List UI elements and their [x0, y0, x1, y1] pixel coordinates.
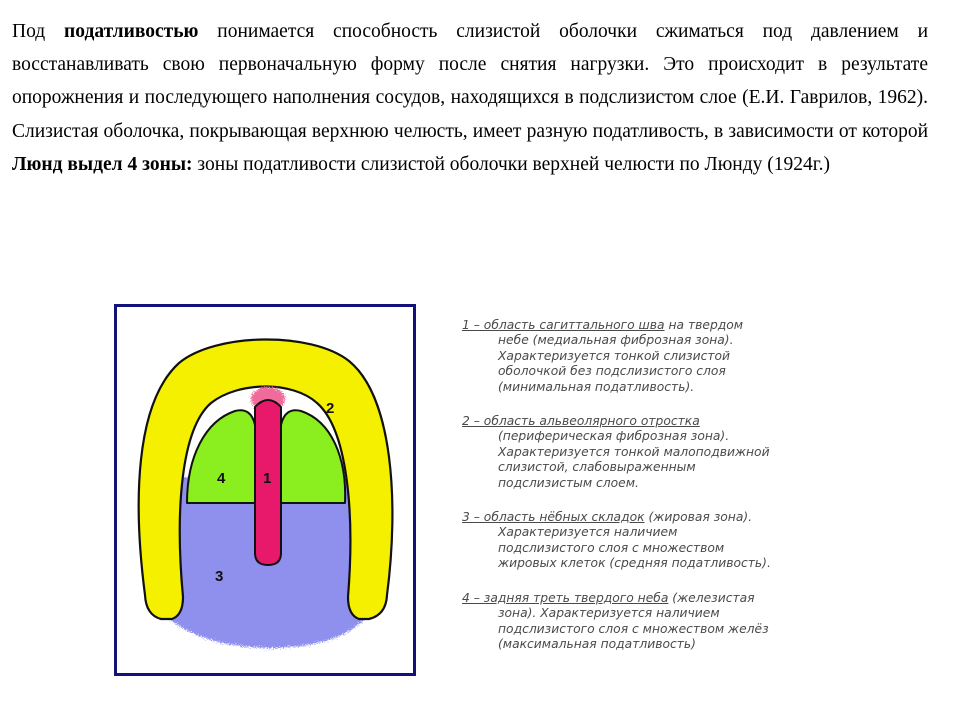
legend-line: Характеризуется наличием [498, 525, 678, 540]
zone-4-label: 4 [217, 470, 226, 487]
legend-line: (максимальная податливость) [498, 636, 696, 651]
legend-item-zone-3 [462, 510, 852, 572]
legend-title-line [462, 510, 852, 525]
legend-title-line [462, 591, 852, 606]
legend-title: 2 – область альвеолярного отростка [462, 414, 700, 429]
legend-line: подслизистого слоя с множеством желёз [498, 621, 769, 636]
legend-title-line [462, 414, 852, 429]
intro-paragraph [12, 15, 928, 181]
legend-title-rest: (железистая [668, 590, 755, 605]
legend-line: подслизистого слоя с множеством [498, 540, 725, 555]
legend-line: зона). Характеризуется наличием [498, 606, 720, 621]
term-lund-zones: Люнд выдел 4 зоны: [12, 153, 193, 175]
legend-item-zone-2 [462, 414, 852, 491]
legend-title-line [462, 318, 852, 333]
intro-text: понимается способность слизистой оболочки сжиматься под давлением и восстанавливать свою первоначальную форму после снятия нагрузки. Это происходит в результате опорожнения и последующего наполнения сосудов, находящихся в подслизистом слое (Е.И. Гаврилов, 1962). Слизистая оболочка, покрывающая верхнюю челюсть, имеет разную податливость, в зависимости от которой [12, 21, 929, 142]
legend-line: оболочкой без подслизистого слоя [498, 364, 726, 379]
zone-2-label: 2 [326, 400, 335, 417]
legend-line: жировых клеток (средняя податливость). [498, 556, 771, 571]
legend-line: (минимальная податливость). [498, 379, 695, 394]
legend-title-rest: на твердом [664, 318, 744, 332]
legend-title: 4 – задняя треть твердого неба [462, 590, 669, 605]
legend-line: (периферическая фиброзная зона). [498, 429, 730, 444]
legend-item-zone-4 [462, 591, 852, 653]
zone-3-label: 3 [215, 568, 224, 585]
palate-zones-svg [117, 307, 413, 673]
zone-1-label: 1 [263, 470, 272, 487]
legend-line: Характеризуется тонкой слизистой [498, 348, 731, 363]
zone-legend [462, 318, 852, 671]
intro-text-end: зоны податливости слизистой оболочки верхней челюсти по Люнду (1924г.) [197, 153, 830, 175]
legend-title-rest: (жировая зона). [644, 510, 753, 525]
legend-line: Характеризуется тонкой малоподвижной [498, 444, 770, 459]
legend-title: 1 – область сагиттального шва [462, 318, 665, 332]
legend-line: небе (медиальная фиброзная зона). [498, 333, 734, 348]
palate-zones-diagram [114, 304, 416, 676]
legend-line: подслизистым слоем. [498, 475, 639, 490]
legend-item-zone-1 [462, 318, 852, 395]
legend-title: 3 – область нёбных складок [462, 510, 645, 525]
legend-line: слизистой, слабовыраженным [498, 460, 696, 475]
term-compliance: податливостью [64, 21, 199, 42]
intro-word: Под [12, 21, 46, 42]
